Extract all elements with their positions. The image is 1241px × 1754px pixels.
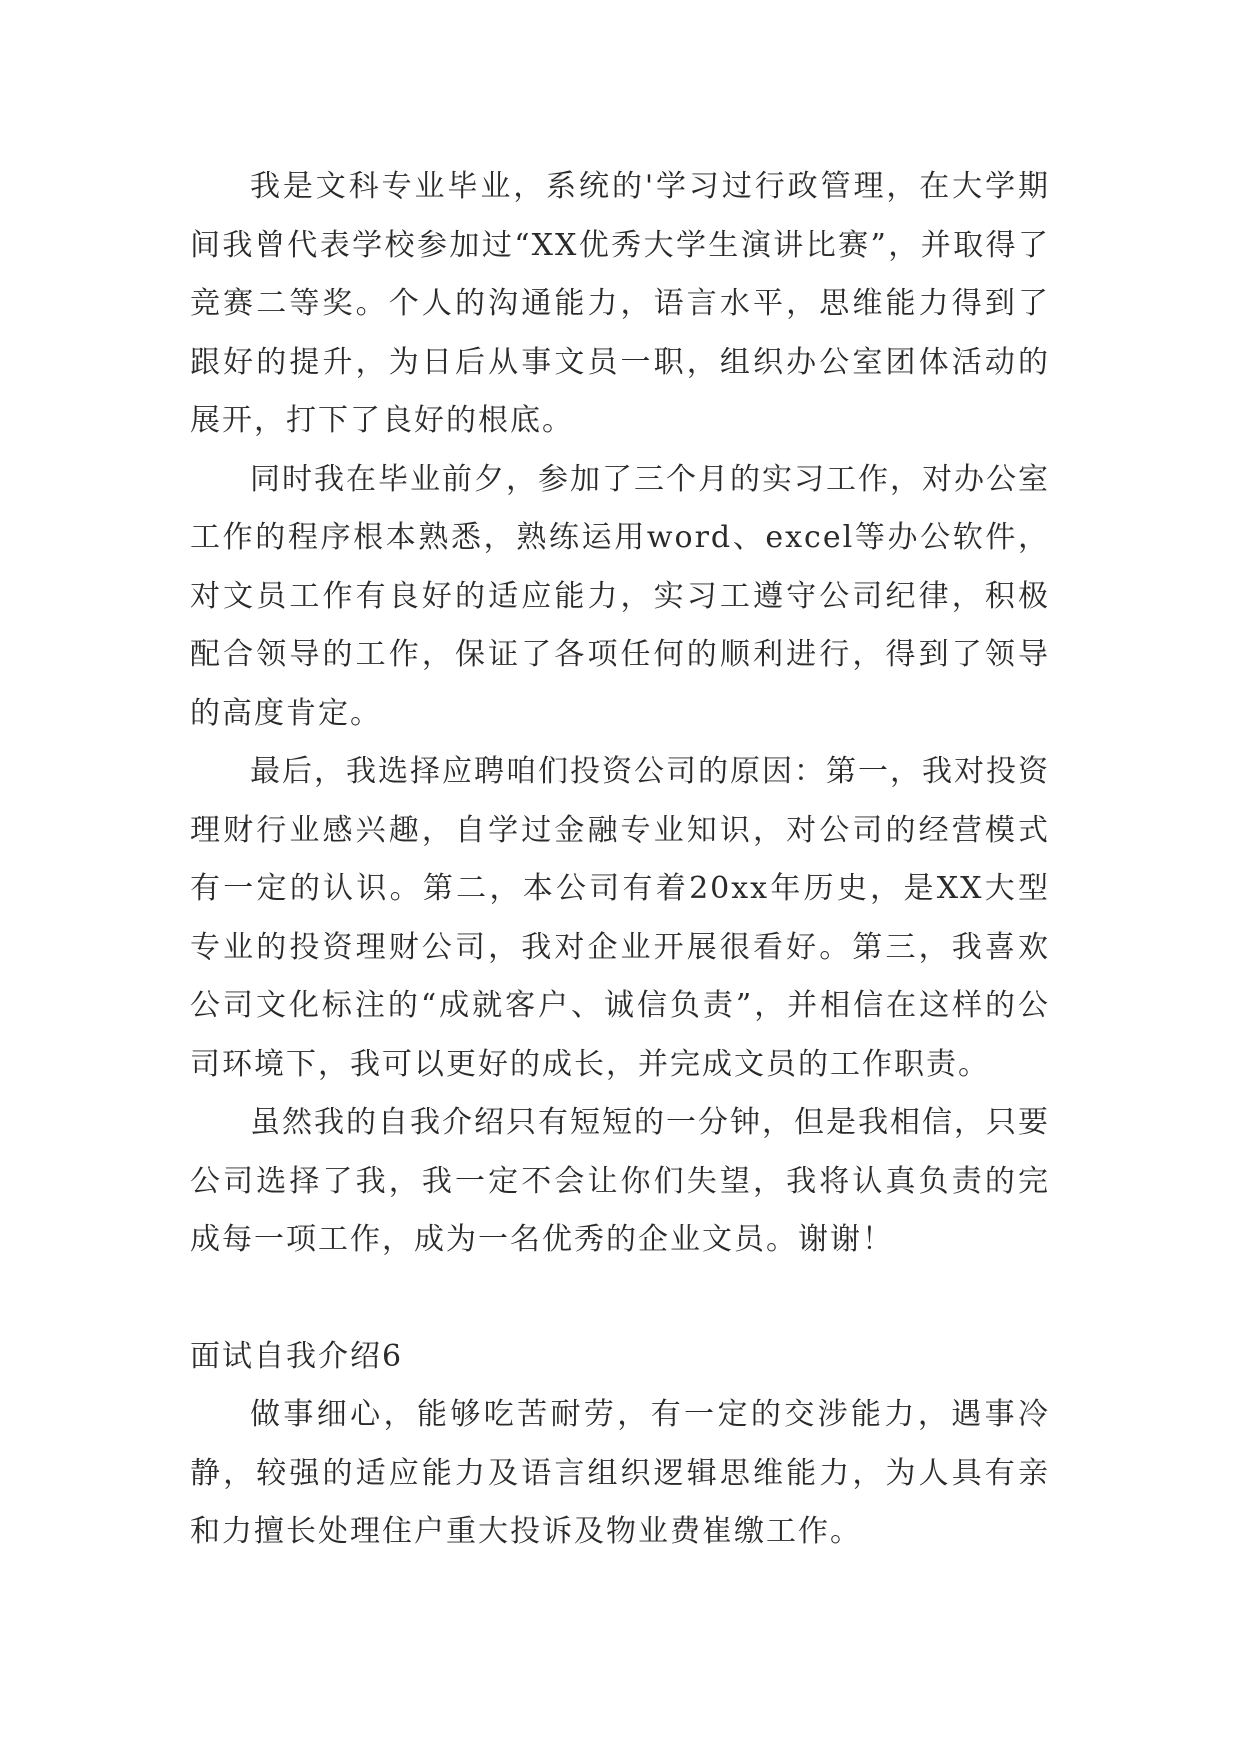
paragraph-internship: 同时我在毕业前夕，参加了三个月的实习工作，对办公室工作的程序根本熟悉，熟练运用word、excel等办公软件，对文员工作有良好的适应能力，实习工遵守公司纪律，积极配合领导的工作，保证了各项任何的顺利进行，得到了领导的高度肯定。 <box>190 461 1050 731</box>
paragraph-reasons: 最后，我选择应聘咱们投资公司的原因：第一，我对投资理财行业感兴趣，自学过金融专业知识，对公司的经营模式有一定的认识。第二，本公司有着20xx年历史，是XX大型专业的投资理财公司，我对企业开展很看好。第三，我喜欢公司文化标注的“成就客户、诚信负责”，并相信在这样的公司环境下，我可以更好的成长，并完成文员的工作职责。 <box>190 754 1050 1082</box>
section-title: 面试自我介绍6 <box>190 1338 404 1374</box>
paragraph-self-intro-6: 做事细心，能够吃苦耐劳，有一定的交涉能力，遇事冷静，较强的适应能力及语言组织逻辑思维能力，为人具有亲和力擅长处理住户重大投诉及物业费崔缴工作。 <box>190 1397 1050 1549</box>
document-body <box>190 158 1050 1562</box>
paragraph-education: 我是文科专业毕业，系统的'学习过行政管理，在大学期间我曾代表学校参加过“XX优秀大学生演讲比赛”，并取得了竞赛二等奖。个人的沟通能力，语言水平，思维能力得到了跟好的提升，为日后从事文员一职，组织办公室团体活动的展开，打下了良好的根底。 <box>190 169 1050 438</box>
paragraph-closing: 虽然我的自我介绍只有短短的一分钟，但是我相信，只要公司选择了我，我一定不会让你们失望，我将认真负责的完成每一项工作，成为一名优秀的企业文员。谢谢！ <box>190 1105 1050 1257</box>
